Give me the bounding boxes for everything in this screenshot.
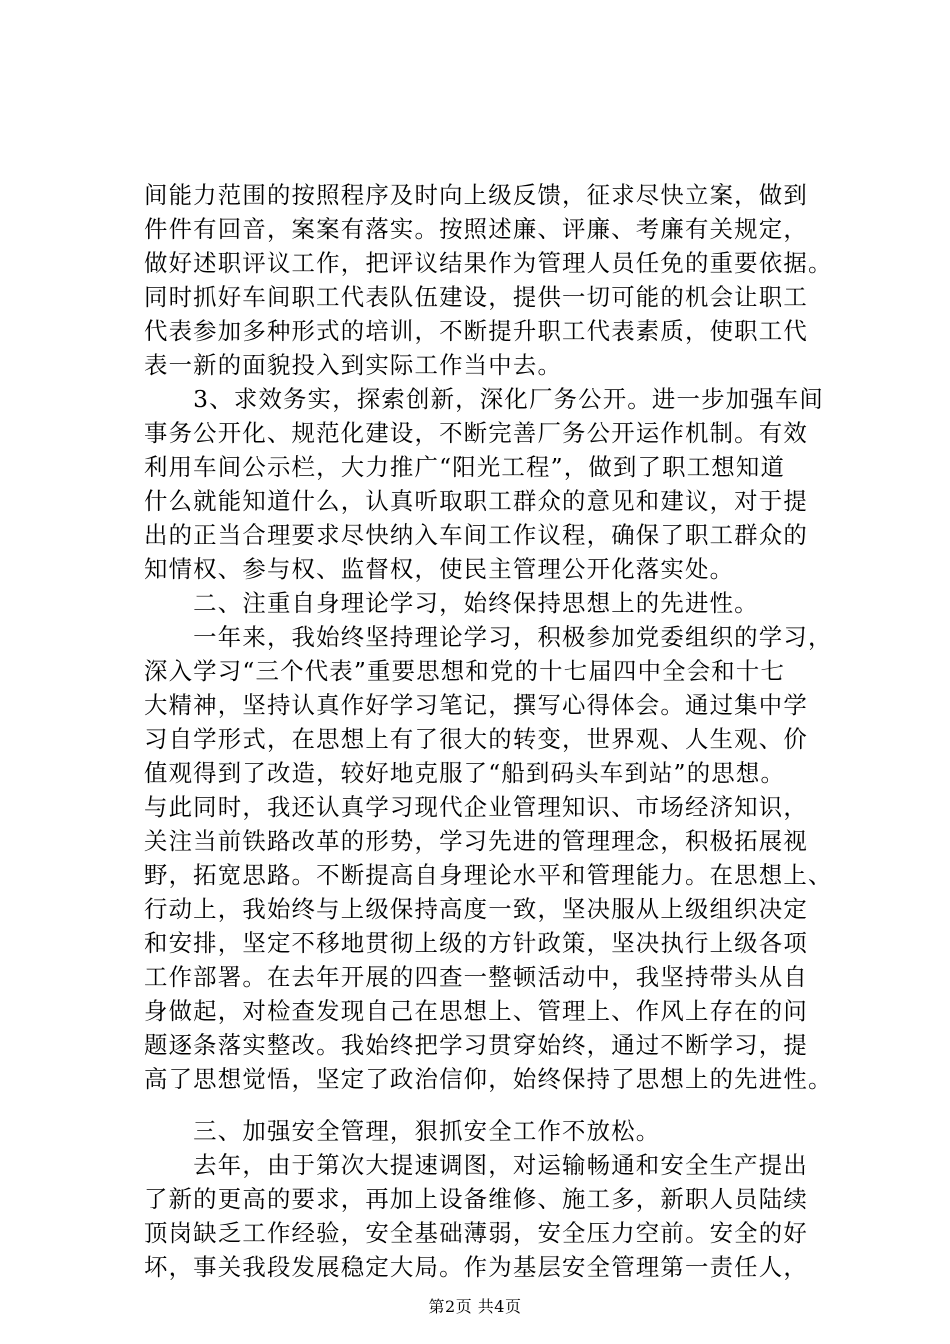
text-line: 利用车间公示栏，大力推广“阳光工程”，做到了职工想知道 xyxy=(144,453,786,481)
text-line: 间能力范围的按照程序及时向上级反馈，征求尽快立案，做到 xyxy=(144,181,808,209)
text-line: 3、求效务实，探索创新，深化厂务公开。进一步加强车间 xyxy=(144,385,825,413)
text-line: 行动上，我始终与上级保持高度一致，坚决服从上级组织决定 xyxy=(144,895,808,923)
text-line: 做好述职评议工作，把评议结果作为管理人员任免的重要依据。 xyxy=(144,249,833,277)
text-line: 出的正当合理要求尽快纳入车间工作议程，确保了职工群众的 xyxy=(144,521,808,549)
text-line: 表一新的面貌投入到实际工作当中去。 xyxy=(144,351,563,379)
text-line: 工作部署。在去年开展的四查一整顿活动中，我坚持带头从自 xyxy=(144,963,808,991)
text-line: 深入学习“三个代表”重要思想和党的十七届四中全会和十七 xyxy=(144,657,786,685)
page-number-footer: 第2页 共4页 xyxy=(428,1297,522,1316)
text-line: 一年来，我始终坚持理论学习，积极参加党委组织的学习， xyxy=(144,623,833,651)
text-line: 了新的更高的要求，再加上设备维修、施工多，新职人员陆续 xyxy=(144,1185,808,1213)
section-heading: 二、注重自身理论学习，始终保持思想上的先进性。 xyxy=(144,589,759,617)
text-line: 去年，由于第次大提速调图，对运输畅通和安全生产提出 xyxy=(144,1151,808,1179)
text-line: 关注当前铁路改革的形势，学习先进的管理理念，积极拓展视 xyxy=(144,827,808,855)
text-line: 知情权、参与权、监督权，使民主管理公开化落实处。 xyxy=(144,555,735,583)
text-line: 和安排，坚定不移地贯彻上级的方针政策，坚决执行上级各项 xyxy=(144,929,808,957)
text-line: 代表参加多种形式的培训，不断提升职工代表素质，使职工代 xyxy=(144,317,808,345)
text-line: 题逐条落实整改。我始终把学习贯穿始终，通过不断学习，提 xyxy=(144,1031,808,1059)
text-line: 坏，事关我段发展稳定大局。作为基层安全管理第一责任人， xyxy=(144,1253,808,1281)
text-line: 高了思想觉悟，坚定了政治信仰，始终保持了思想上的先进性。 xyxy=(144,1065,833,1093)
text-line: 事务公开化、规范化建设，不断完善厂务公开运作机制。有效 xyxy=(144,419,808,447)
text-line: 野，拓宽思路。不断提高自身理论水平和管理能力。在思想上、 xyxy=(144,861,833,889)
text-line: 件件有回音，案案有落实。按照述廉、评廉、考廉有关规定， xyxy=(144,215,808,243)
text-line: 什么就能知道什么，认真听取职工群众的意见和建议，对于提 xyxy=(144,487,808,515)
section-heading: 三、加强安全管理，狠抓安全工作不放松。 xyxy=(144,1117,661,1145)
text-line: 值观得到了改造，较好地克服了“船到码头车到站”的思想。 xyxy=(144,759,786,787)
text-line: 同时抓好车间职工代表队伍建设，提供一切可能的机会让职工 xyxy=(144,283,808,311)
text-line: 大精神，坚持认真作好学习笔记，撰写心得体会。通过集中学 xyxy=(144,691,808,719)
text-line: 顶岗缺乏工作经验，安全基础薄弱，安全压力空前。安全的好 xyxy=(144,1219,808,1247)
text-line: 与此同时，我还认真学习现代企业管理知识、市场经济知识， xyxy=(144,793,808,821)
text-line: 身做起，对检查发现自己在思想上、管理上、作风上存在的问 xyxy=(144,997,808,1025)
text-line: 习自学形式，在思想上有了很大的转变，世界观、人生观、价 xyxy=(144,725,808,753)
